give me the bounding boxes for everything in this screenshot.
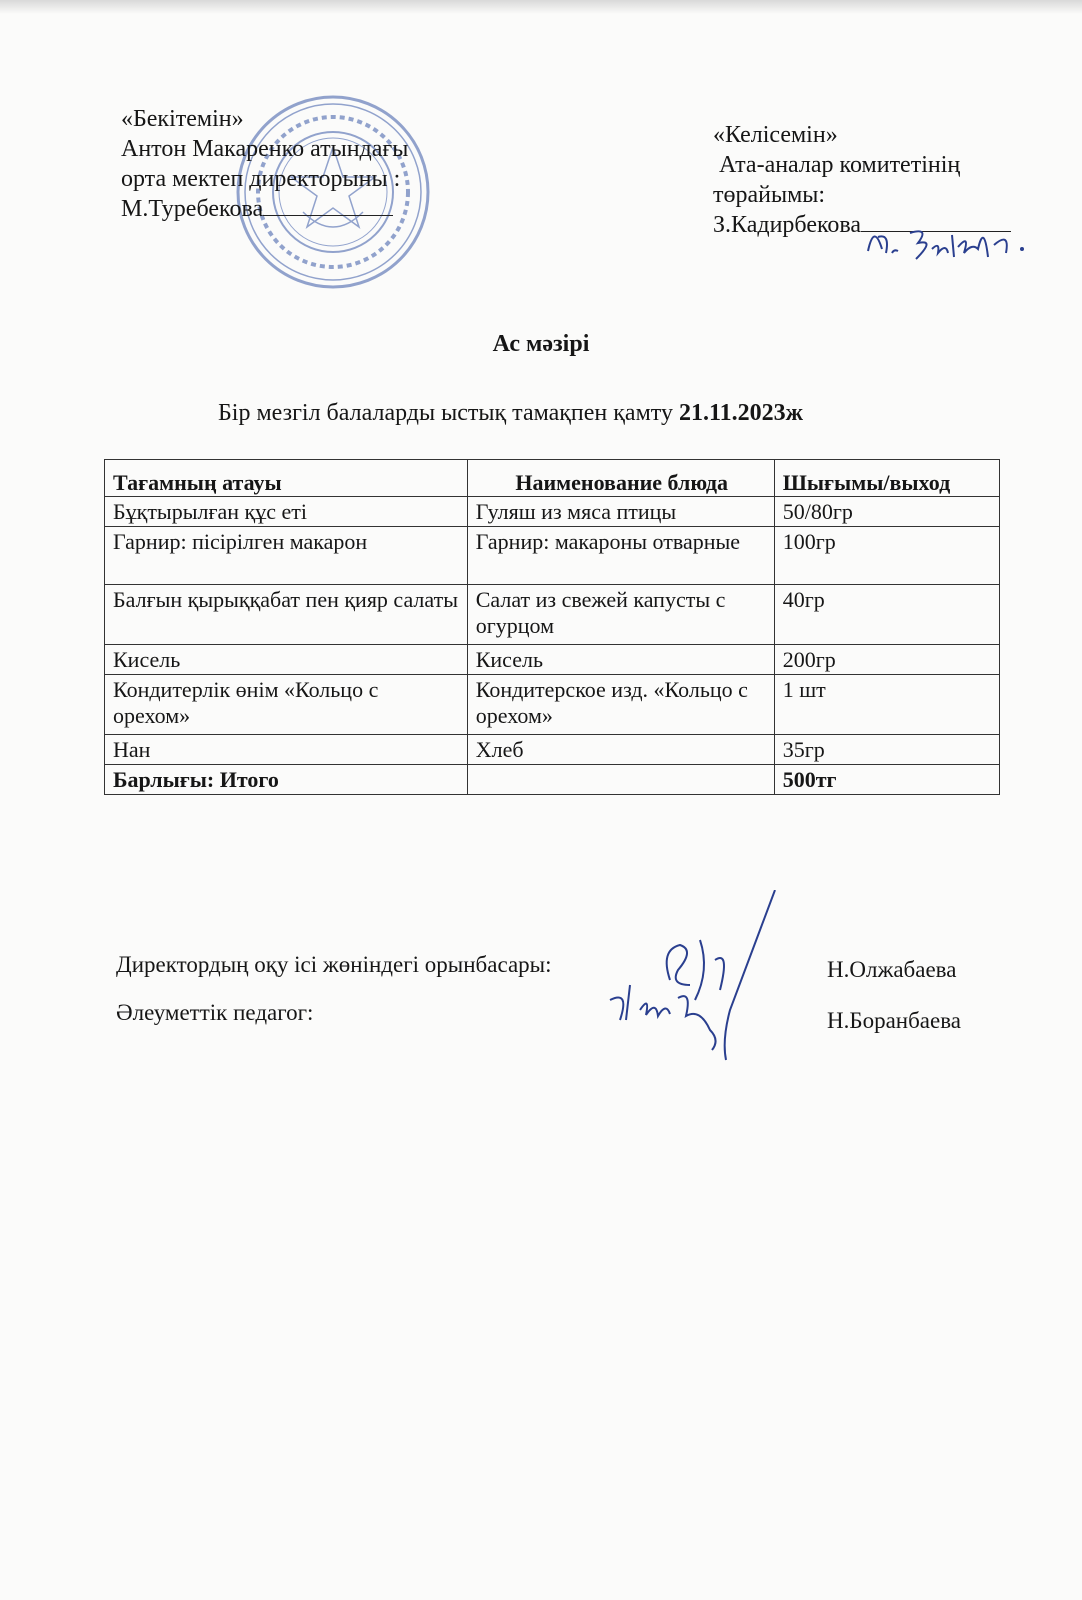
cell-ru: Кондитерское изд. «Кольцо с орехом»	[467, 675, 774, 735]
cell-ru: Кисель	[467, 645, 774, 675]
bottom-handwritten-signatures	[600, 890, 820, 1070]
cell-ru: Салат из свежей капусты с огурцом	[467, 585, 774, 645]
menu-subtitle	[218, 400, 803, 427]
table-row	[105, 675, 1000, 735]
agree-handwritten-signature	[860, 213, 1030, 273]
header-output: Шығымы/выход	[774, 460, 999, 497]
pedagog-role: Әлеуметтік педагог:	[116, 1000, 314, 1025]
page-title: Ас мәзірі	[492, 331, 590, 357]
scan-edge-shadow	[0, 0, 1082, 14]
deputy-role: Директордың оқу ісі жөніндегі орынбасары:	[116, 952, 552, 977]
approve-heading: «Бекітемін»	[121, 106, 244, 132]
header-ru-name: Наименование блюда	[467, 460, 774, 497]
cell-ru: Хлеб	[467, 735, 774, 765]
cell-output: 200гр	[774, 645, 999, 675]
approve-signature-line	[263, 214, 393, 216]
cell-kz: Бұқтырылған құс еті	[105, 497, 468, 527]
subtitle-text: Бір мезгіл балаларды ыстық тамақпен қамту	[218, 400, 673, 426]
cell-output: 35гр	[774, 735, 999, 765]
table-row	[105, 735, 1000, 765]
approval-block	[121, 104, 408, 224]
menu-table	[104, 459, 1000, 795]
cell-kz: Кондитерлік өнім «Кольцо с орехом»	[105, 675, 468, 735]
cell-kz: Гарнир: пісірілген макарон	[105, 527, 468, 585]
pedagog-name: Н.Боранбаева	[827, 1008, 961, 1033]
cell-output: 50/80гр	[774, 497, 999, 527]
table-row	[105, 527, 1000, 585]
table-row	[105, 585, 1000, 645]
table-row	[105, 645, 1000, 675]
menu-date: 21.11.2023ж	[678, 400, 804, 426]
cell-output: 40гр	[774, 585, 999, 645]
approve-position: орта мектеп директорыны :	[121, 166, 401, 192]
agree-position: төрайымы:	[713, 182, 826, 208]
approve-school: Антон Макаренко атындағы	[121, 136, 409, 162]
total-row	[105, 765, 1000, 795]
cell-kz: Балғын қырыққабат пен қияр салаты	[105, 585, 468, 645]
cell-kz: Нан	[105, 735, 468, 765]
cell-ru: Гуляш из мяса птицы	[467, 497, 774, 527]
cell-output: 1 шт	[774, 675, 999, 735]
total-output: 500тг	[774, 765, 999, 795]
total-ru	[467, 765, 774, 795]
total-label: Барлығы: Итого	[105, 765, 468, 795]
agree-committee: Ата-аналар комитетінің	[719, 152, 961, 178]
deputy-name: Н.Олжабаева	[827, 957, 957, 982]
cell-ru: Гарнир: макароны отварные	[467, 527, 774, 585]
agree-heading: «Келісемін»	[713, 122, 838, 148]
table-header-row	[105, 460, 1000, 497]
table-row	[105, 497, 1000, 527]
cell-output: 100гр	[774, 527, 999, 585]
approve-name: М.Туребекова	[121, 196, 264, 222]
agree-name: З.Кадирбекова	[713, 212, 862, 238]
header-kz-name: Тағамның атауы	[105, 460, 468, 497]
cell-kz: Кисель	[105, 645, 468, 675]
